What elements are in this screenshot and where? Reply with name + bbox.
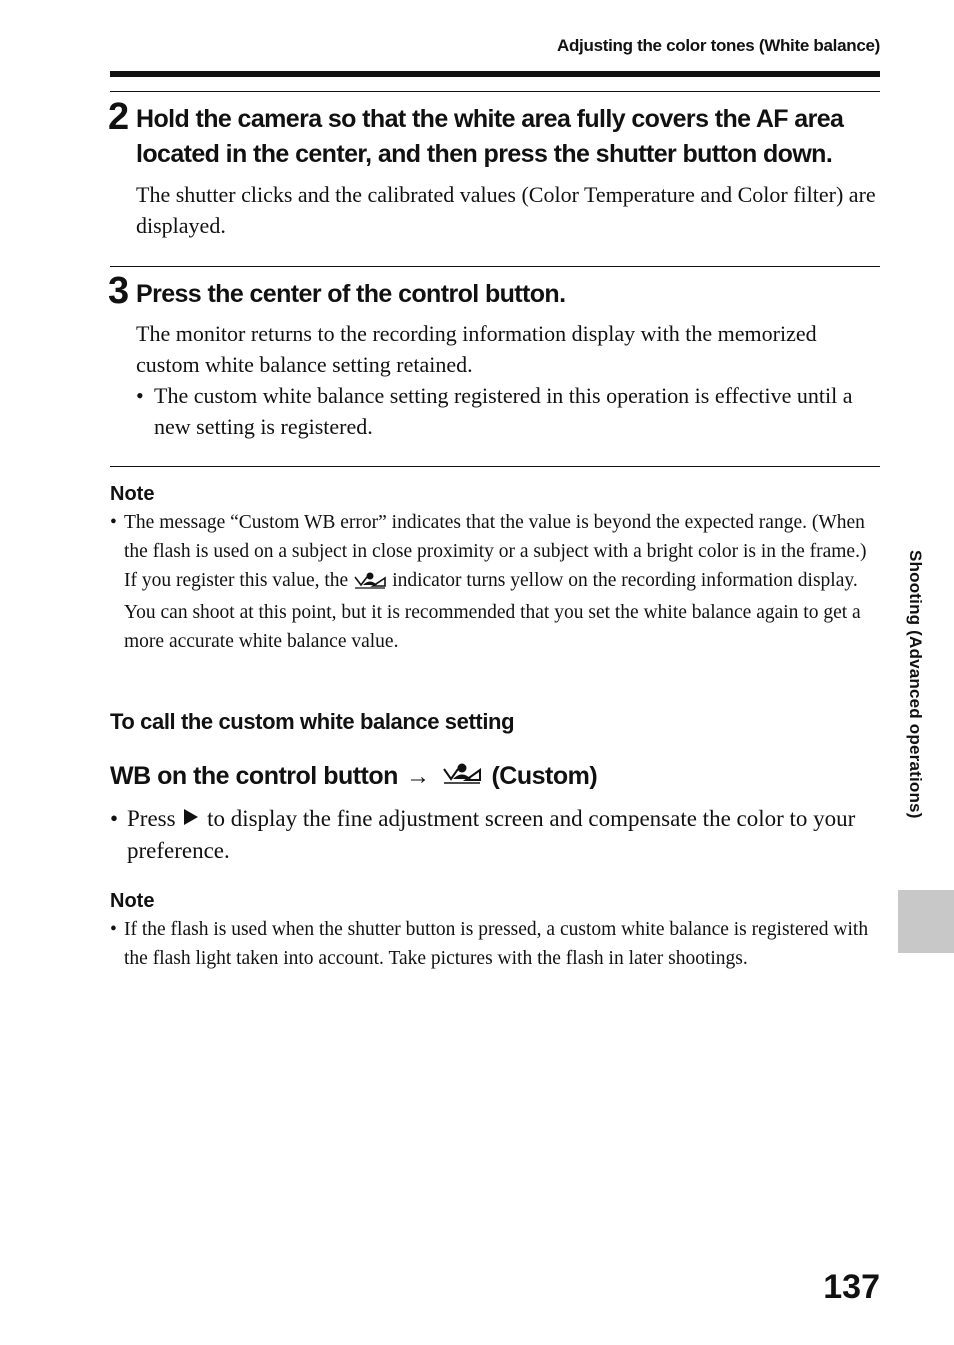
section-heading: To call the custom white balance setting <box>110 709 515 734</box>
divider <box>110 91 880 92</box>
header-rule <box>110 71 880 77</box>
divider <box>110 466 880 467</box>
custom-label: (Custom) <box>491 762 598 790</box>
step-body-block <box>136 318 881 442</box>
note-heading: Note <box>110 890 155 912</box>
note-heading: Note <box>110 483 155 505</box>
step-number: 3 <box>108 270 130 312</box>
custom-wb-icon <box>437 762 491 791</box>
step-number: 2 <box>108 96 130 138</box>
side-tab-label: Shooting (Advanced operations) <box>906 550 925 819</box>
step-body: The monitor returns to the recording information display with the memorized custom white balance setting retained. <box>136 321 817 377</box>
bullet-dot: • <box>136 383 144 408</box>
wb-label: WB on the control button <box>110 762 398 790</box>
note-text: If the flash is used when the shutter button is pressed, a custom white balance is registered with the flash light taken into account. Take pictures with the flash in later shootings. <box>124 919 869 969</box>
page-number: 137 <box>823 1268 880 1306</box>
press-instruction <box>110 803 880 867</box>
note-text-part: indicator turns yellow on the recording information display. You can shoot at this point, but it is recommended that you set the white balance again to get a more accurate white balance value. <box>124 570 861 652</box>
divider <box>110 266 880 267</box>
note-body <box>110 508 880 656</box>
wb-instruction <box>110 762 597 791</box>
bullet-item <box>136 380 881 442</box>
side-tab-marker <box>898 890 954 953</box>
step-title: Hold the camera so that the white area fully covers the AF area located in the center, and then press the shutter button down. <box>136 105 844 168</box>
step-title: Press the center of the control button. <box>136 280 566 308</box>
note-body <box>110 915 880 973</box>
running-header: Adjusting the color tones (White balance) <box>557 36 880 55</box>
arrow-right: → <box>405 762 430 790</box>
step-body: The shutter clicks and the calibrated values (Color Temperature and Color filter) are displayed. <box>136 182 876 238</box>
note-text-part: The message “Custom WB error” indicates that the value is beyond the expected range. (When the flash is used on a subject in close proximity or a subject with a bright color is in the frame.) If you register this value, the <box>124 512 867 591</box>
press-rest: to display the fine adjustment screen and compensate the color to your preference. <box>127 806 856 863</box>
triangle-right-icon <box>183 803 199 835</box>
bullet-dot: • <box>110 919 117 940</box>
press-word: Press <box>127 806 176 831</box>
bullet-dot: • <box>110 806 119 831</box>
bullet-dot: • <box>110 512 117 533</box>
bullet-text: The custom white balance setting registered in this operation is effective until a new setting is registered. <box>154 383 853 439</box>
custom-wb-icon <box>354 569 386 598</box>
